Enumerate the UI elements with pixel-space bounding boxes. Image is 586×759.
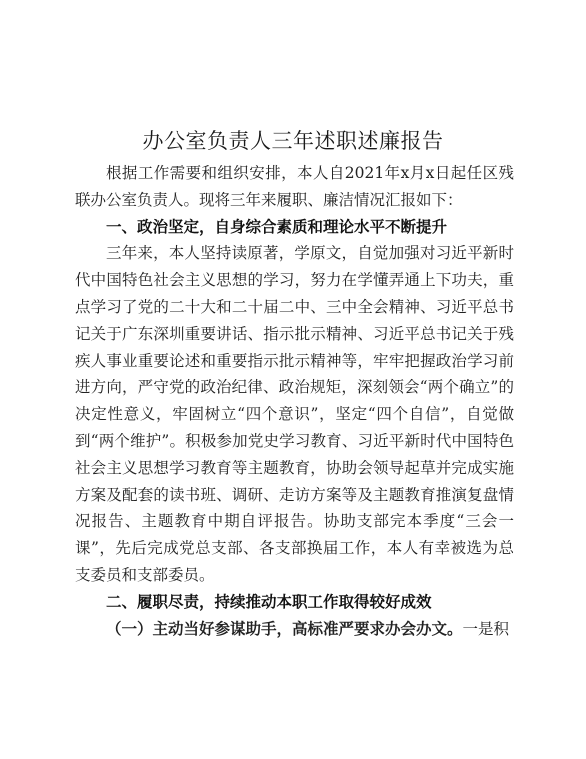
section-1-heading: 一、政治坚定，自身综合素质和理论水平不断提升 xyxy=(106,217,448,236)
subsection-1-heading: （一）主动当好参谋助手，高标准严要求办会办文。 xyxy=(106,618,463,638)
intro-paragraph: 根据工作需要和组织安排，本人自2021年x月x日起任区残联办公室负责人。现将三年来履职、廉洁情况汇报如下： xyxy=(75,164,514,209)
subsection-1-text: 一是积 xyxy=(462,619,510,638)
document-title: 办公室负责人三年述职述廉报告 xyxy=(142,129,444,153)
document-body xyxy=(75,160,514,642)
subsection-1-paragraph xyxy=(75,616,514,643)
section-1-paragraph: 三年来，本人坚持读原著，学原文，自觉加强对习近平新时代中国特色社会主义思想的学习，努力在学懂弄通上下功夫，重点学习了党的二十大和二十届二中、三中全会精神、习近平总书记关于广东深圳重要讲话、指示批示精神、习近平总书记关于残疾人事业重要论述和重要指示批示精神等，牢牢把握政治学习前进方向，严守党的政治纪律、政治规矩，深刻领会“两个确立”的决定性意义，牢固树立“四个意识”，坚定“四个自信”，自觉做到“两个维护”。积极参加党史学习教育、习近平新时代中国特色社会主义思想学习教育等主题教育，协助会领导起草并完成实施方案及配套的读书班、调研、走访方案等及主题教育推演复盘情况报告、主题教育中期自评报告。协助支部完本季度“三会一课”，先后完成党总支部、各支部换届工作，本人有幸被选为总支委员和支部委员。 xyxy=(75,244,514,584)
section-2-heading: 二、履职尽责，持续推动本职工作取得较好成效 xyxy=(106,592,432,611)
